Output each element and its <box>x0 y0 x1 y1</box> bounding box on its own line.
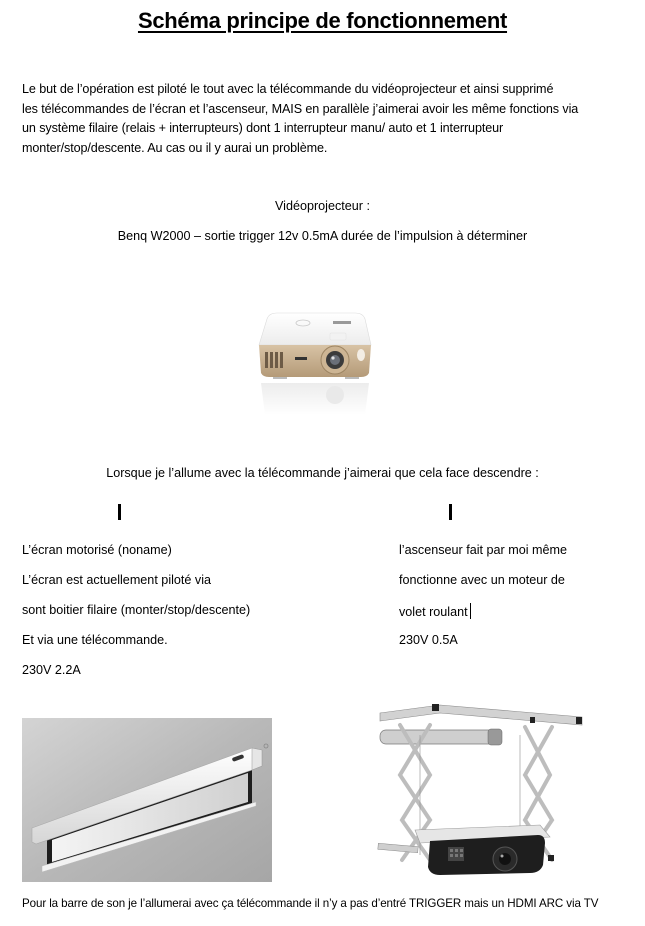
page-title <box>0 8 645 34</box>
left-marker <box>118 504 121 520</box>
lift-line: l’ascenseur fait par moi même <box>399 543 567 557</box>
motorized-screen-image <box>22 718 272 882</box>
page-title-text: Schéma principe de fonctionnement <box>137 8 508 33</box>
screen-line: L’écran motorisé (noname) <box>22 543 172 557</box>
projector-heading: Vidéoprojecteur : <box>275 199 370 213</box>
intro-line: Le but de l’opération est piloté le tout avec la télécommande du vidéoprojecteur et ainsi supprimé <box>22 82 554 96</box>
right-marker <box>449 504 452 520</box>
projector-icon <box>255 305 375 420</box>
scissor-lift-icon <box>360 695 585 880</box>
lift-line: volet roulant <box>399 605 468 619</box>
screen-line: 230V 2.2A <box>22 663 81 677</box>
soundbar-note: Pour la barre de son je l’allumerai avec ça télécommande il n’y a pas d’entré TRIGGER mais un HDMI ARC via TV <box>22 897 599 910</box>
trigger-sentence: Lorsque je l’allume avec la télécommande j’aimerai que cela face descendre : <box>106 466 539 480</box>
projector-image <box>255 305 375 420</box>
screen-line: Et via une télécommande. <box>22 633 168 647</box>
screen-line: sont boitier filaire (monter/stop/descente) <box>22 603 251 617</box>
projector-spec: Benq W2000 – sortie trigger 12v 0.5mA durée de l’impulsion à déterminer <box>117 229 528 243</box>
projection-screen-icon <box>22 718 272 882</box>
lift-line-with-cursor[interactable] <box>399 603 471 619</box>
intro-line: les télécommandes de l’écran et l’ascenseur, MAIS en parallèle j’aimerai avoir les même fonctions via <box>22 101 579 116</box>
intro-line: monter/stop/descente. Au cas ou il y aurai un problème. <box>22 140 328 155</box>
intro-line: un système filaire (relais + interrupteurs) dont 1 interrupteur manu/ auto et 1 interrupteur <box>22 121 504 135</box>
lift-line: fonctionne avec un moteur de <box>399 573 565 587</box>
screen-line: L’écran est actuellement piloté via <box>22 573 212 587</box>
text-cursor <box>470 603 471 619</box>
lift-line: 230V 0.5A <box>399 633 458 647</box>
intro-paragraph <box>22 80 632 158</box>
projector-lift-image <box>360 695 585 880</box>
